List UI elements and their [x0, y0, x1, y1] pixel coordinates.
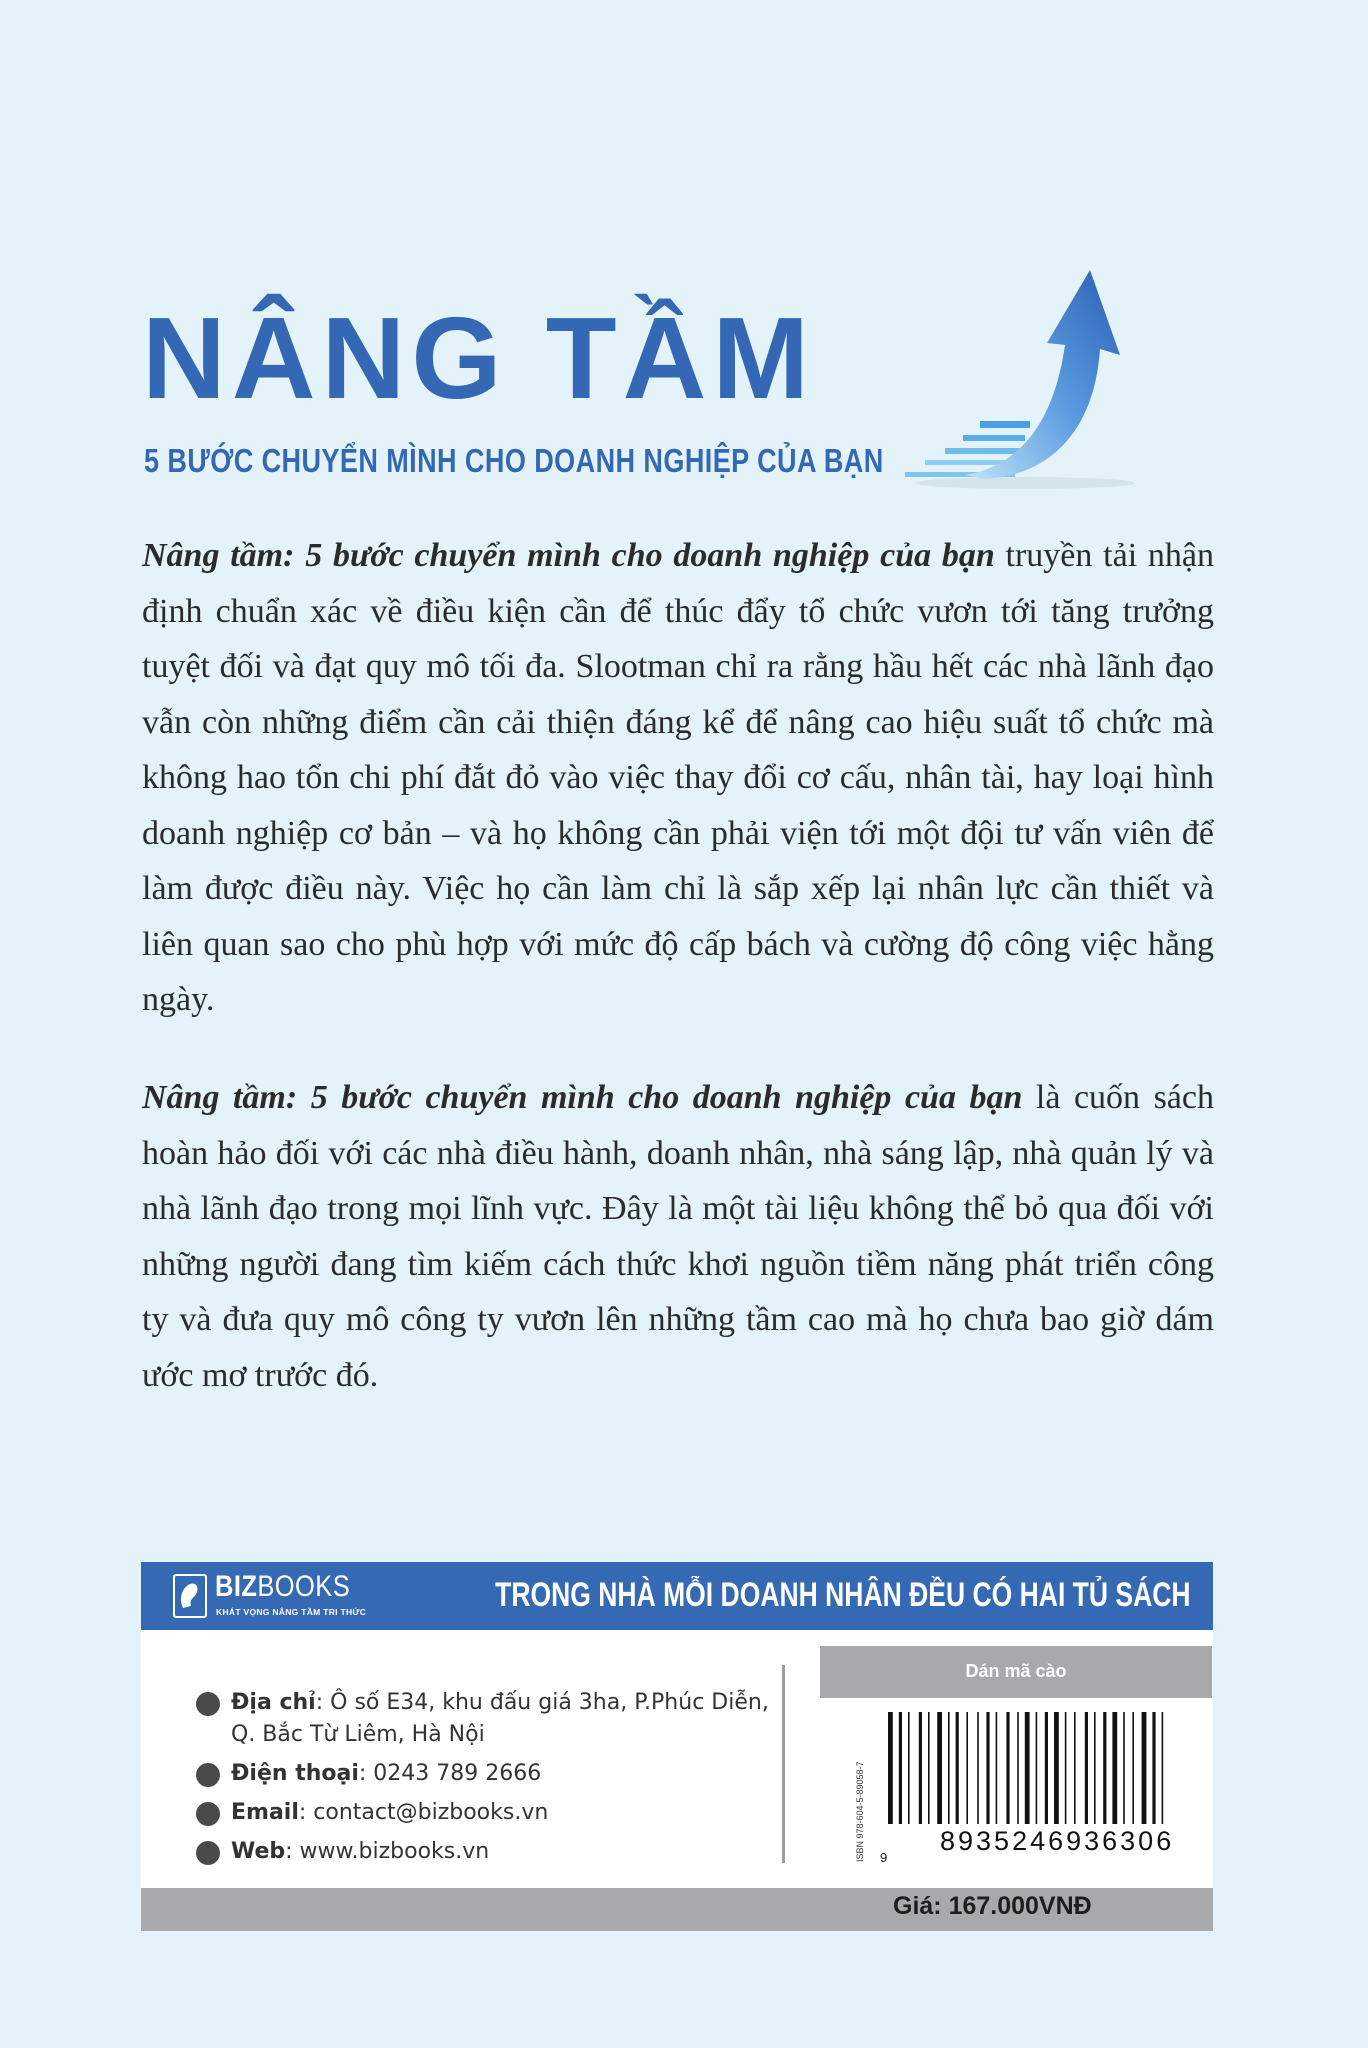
book-subtitle: 5 BƯỚC CHUYỂN MÌNH CHO DOANH NGHIỆP CỦA BẠN	[144, 442, 884, 479]
publisher-logo	[215, 1570, 350, 1604]
logo-regular: BOOKS	[257, 1570, 351, 1603]
address-value: : Ô số E34, khu đấu giá 3ha, P.Phúc Diễn,	[315, 1690, 769, 1715]
web-value: : www.bizbooks.vn	[285, 1839, 490, 1864]
phone-icon	[196, 1763, 220, 1787]
scratch-code-box	[820, 1646, 1212, 1698]
description-paragraph-1	[142, 528, 1214, 1028]
publisher-banner	[141, 1562, 1213, 1630]
book-title: NÂNG TẦM	[142, 293, 816, 423]
rising-arrow-icon	[905, 265, 1135, 495]
address-label: Địa chỉ	[231, 1690, 316, 1715]
barcode-lead-digit: 9	[880, 1850, 888, 1865]
globe-icon	[196, 1841, 220, 1865]
phone-label: Điện thoại	[231, 1761, 359, 1786]
description-paragraph-2	[142, 1070, 1214, 1403]
location-pin-icon	[196, 1692, 220, 1716]
address-line-1	[231, 1690, 769, 1715]
email-line	[231, 1800, 548, 1825]
web-label: Web	[231, 1839, 286, 1864]
address-line-2: Q. Bắc Từ Liêm, Hà Nội	[231, 1722, 485, 1747]
book-title-italic: Nâng tầm: 5 bước chuyển mình cho doanh nghiệp của bạn	[142, 1079, 1023, 1116]
book-title-italic: Nâng tầm: 5 bước chuyển mình cho doanh nghiệp của bạn	[142, 537, 995, 574]
logo-tagline: KHÁT VỌNG NÂNG TẦM TRI THỨC	[216, 1607, 367, 1617]
description-text: là cuốn sách hoàn hảo đối với các nhà điều hành, doanh nhân, nhà sáng lập, nhà quản lý và nhà lãnh đạo trong mọi lĩnh vực. Đây là một tài liệu không thể bỏ qua đối với những người đang tìm kiếm cách thức khơi nguồn tiềm năng phát triển công ty và đưa quy mô công ty vươn lên những tầm cao mà họ chưa bao giờ dám ước mơ trước đó.	[142, 1079, 1214, 1394]
phone-line	[231, 1761, 541, 1786]
logo-bold: BIZ	[215, 1570, 258, 1603]
scratch-code-label: Dán mã cào	[965, 1661, 1067, 1681]
publisher-slogan: TRONG NHÀ MỖI DOANH NHÂN ĐỀU CÓ HAI TỦ SÁCH	[495, 1576, 1191, 1614]
isbn-text: ISBN 978-604-5-89058-7	[855, 1761, 865, 1862]
email-label: Email	[231, 1800, 299, 1825]
panel-divider	[782, 1665, 785, 1863]
phone-value: : 0243 789 2666	[358, 1761, 542, 1786]
web-line	[231, 1839, 489, 1864]
price-label: Giá: 167.000VNĐ	[893, 1892, 1092, 1920]
barcode-number: 8935246936306	[936, 1826, 1178, 1857]
bizbooks-logo-icon	[173, 1574, 207, 1618]
email-value: : contact@bizbooks.vn	[298, 1800, 549, 1825]
email-icon	[196, 1802, 220, 1826]
description-text: truyền tải nhận định chuẩn xác về điều kiện cần để thúc đẩy tổ chức vươn tới tăng trưởng tuyệt đối và đạt quy mô tối đa. Slootman chỉ ra rằng hầu hết các nhà lãnh đạo vẫn còn những điểm cần cải thiện đáng kể để nâng cao hiệu suất tổ chức mà không hao tổn chi phí đắt đỏ vào việc thay đổi cơ cấu, nhân tài, hay loại hình doanh nghiệp cơ bản – và họ không cần phải viện tới một đội tư vấn viên để làm được điều này. Việc họ cần làm chỉ là sắp xếp lại nhân lực cần thiết và liên quan sao cho phù hợp với mức độ cấp bách và cường độ công việc hằng ngày.	[142, 537, 1214, 1018]
